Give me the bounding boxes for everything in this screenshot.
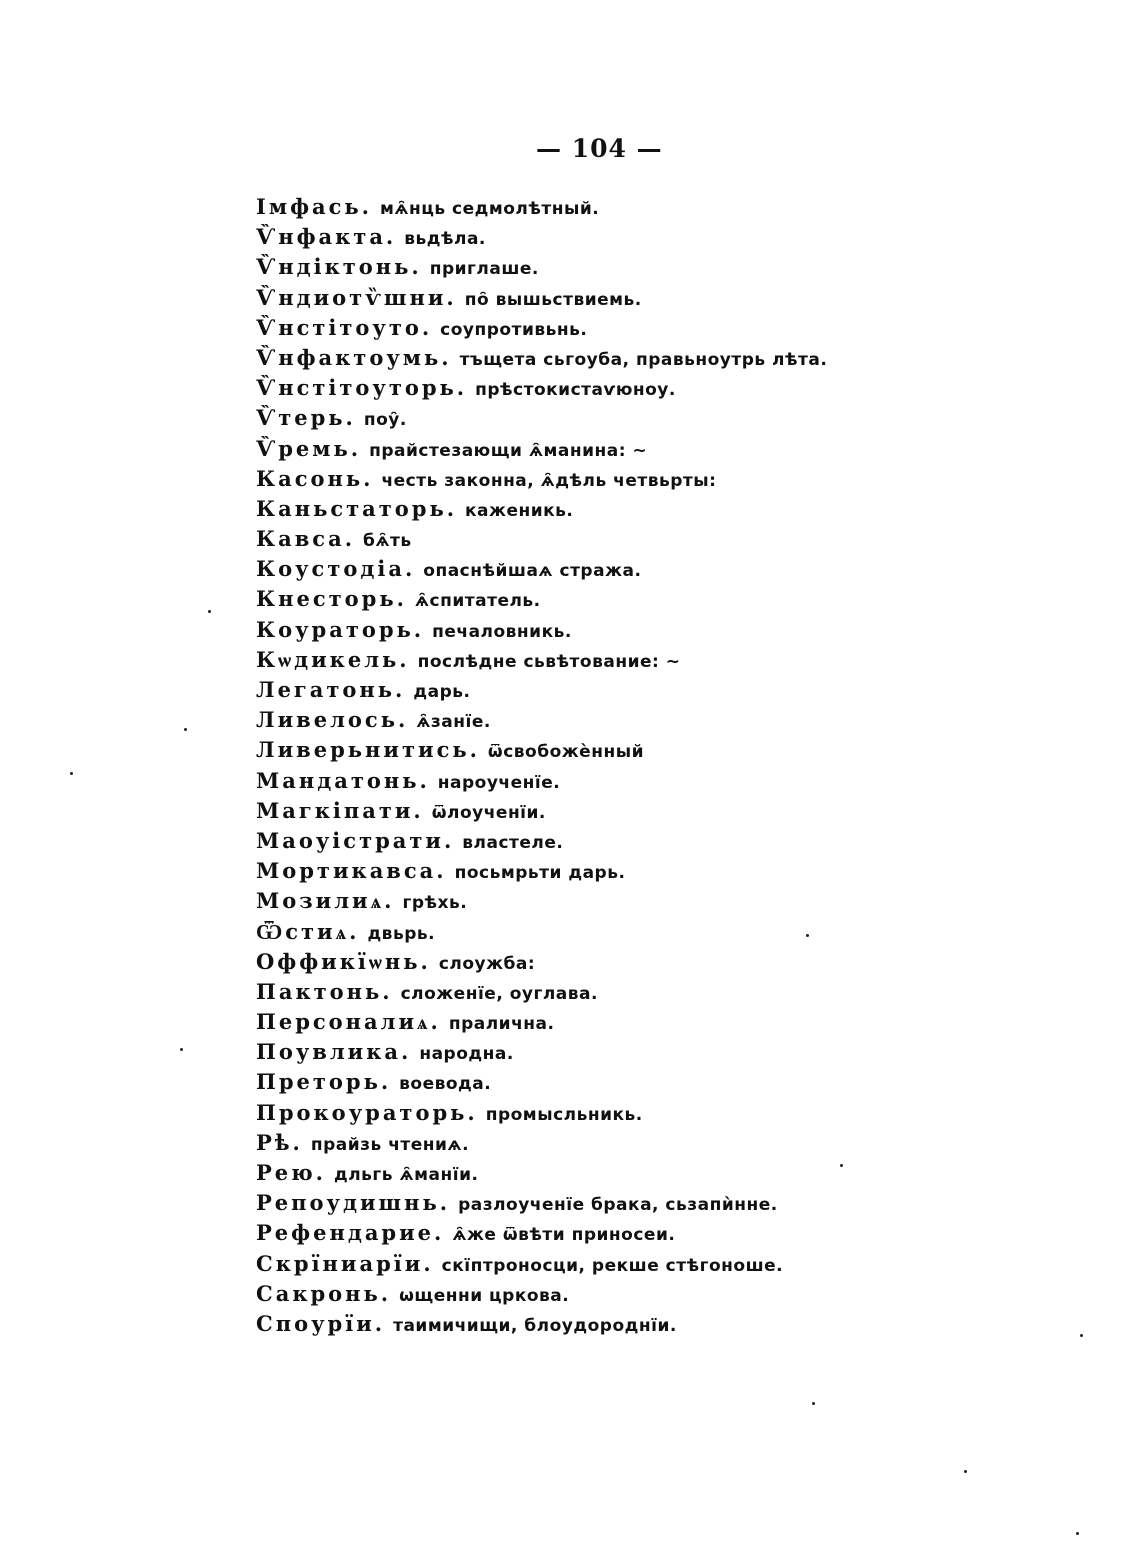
glossary-entry [256,796,896,826]
entry-definition: каженикь. [465,500,574,521]
entry-term: Маоуістрати. [256,827,455,853]
entry-term: Каньстаторь. [256,495,458,521]
entry-definition: таимичищи, блоудороднїи. [393,1315,677,1336]
entry-definition: воевода. [399,1074,492,1095]
glossary-entry [256,947,896,977]
glossary-entry [256,283,896,313]
entry-definition: слоужба: [438,953,536,974]
entry-definition: вьдѣла. [404,229,486,250]
entry-term: Ѷнфактоумь. [256,344,452,370]
entry-definition: печаловникь. [432,621,572,642]
scan-speck [180,1048,183,1051]
glossary-entry [256,675,896,705]
entry-term: Ливелось. [256,707,409,733]
entry-definition: ѧ̑спитатель. [414,591,541,612]
entry-term: Кѡдикель. [256,646,410,672]
glossary-list [256,192,896,1339]
entry-term: Пактонь. [256,978,393,1004]
entry-definition: прѣстокистаѵюноу. [475,380,676,401]
entry-term: Споурїи. [256,1310,386,1336]
glossary-entry [256,886,896,916]
entry-definition: бѧ̑ть [363,531,412,552]
entry-definition: соупротивьнь. [440,319,588,340]
entry-definition: народна. [419,1044,514,1065]
glossary-entry [256,252,896,282]
entry-term: Прокоураторь. [256,1099,478,1125]
glossary-entry [256,1279,896,1309]
entry-definition: прайстезающи ѧ̑манина: ~ [369,440,648,461]
entry-term: Кнесторь. [256,586,407,612]
entry-term: Кавса. [256,526,356,552]
entry-term: Коураторь. [256,616,425,642]
entry-term: Рею. [256,1160,326,1185]
glossary-entry [256,1249,896,1279]
glossary-entry [256,826,896,856]
scan-speck [806,934,809,937]
entry-definition: ѧ̑же ѿвѣти приносеи. [452,1225,676,1246]
glossary-entry [256,403,896,433]
glossary-entry [256,373,896,403]
glossary-entry [256,434,896,464]
glossary-entry [256,645,896,675]
glossary-entry [256,735,896,765]
entry-term: Імфась. [256,194,372,219]
entry-term: Поувлика. [256,1039,412,1065]
scan-speck [208,610,211,613]
entry-definition: поу̑. [363,410,407,431]
entry-term: Ѷнфакта. [256,224,397,250]
entry-term: Ѿстиѧ. [256,918,360,944]
scan-speck [1076,1532,1079,1535]
entry-term: Ѷндиотѷшни. [256,284,457,310]
glossary-entry [256,464,896,494]
glossary-entry [256,856,896,886]
scan-speck [812,1402,815,1405]
scan-speck [840,1164,843,1167]
glossary-entry [256,615,896,645]
glossary-entry [256,192,896,222]
entry-definition: прайзь чтениѧ. [310,1134,470,1155]
entry-term: Преторь. [256,1069,392,1095]
entry-definition: разлоученїе брака, сьзапѝнне. [458,1195,778,1216]
entry-term: Магкіпати. [256,797,424,823]
entry-definition: по̑ вышьствиемь. [464,289,642,310]
entry-definition: двьрь. [367,923,436,944]
glossary-entry [256,705,896,735]
entry-definition: посьмрьти дарь. [454,863,626,884]
entry-term: Скрїниарїи. [256,1250,434,1276]
entry-definition: ѧ̑занїе. [416,712,491,733]
entry-term: Мозилиѧ. [256,888,395,914]
entry-definition: скїптроносци, рекше стѣгоноше. [441,1255,784,1276]
entry-definition: послѣдне сьвѣтование: ~ [417,651,681,672]
glossary-entry [256,766,896,796]
scan-speck [964,1470,967,1473]
entry-definition: ѿлоученїи. [431,802,546,823]
entry-term: Ѷтерь. [256,405,356,431]
entry-term: Ѷнстітоуторь. [256,375,468,401]
entry-term: Репоудишнь. [256,1190,451,1216]
glossary-entry [256,1007,896,1037]
entry-term: Рѣ. [256,1129,303,1155]
glossary-entry [256,1188,896,1218]
entry-definition: ѿсвобожѐнный [487,742,644,763]
entry-definition: дарь. [413,682,471,702]
glossary-entry [256,313,896,343]
entry-definition: приглаше. [429,259,539,280]
entry-definition: опаснѣйшаѧ стража. [423,561,642,582]
scan-speck [1080,1334,1083,1337]
entry-term: Ѷнстітоуто. [256,314,433,340]
entry-term: Мортикавса. [256,858,447,884]
glossary-entry [256,1218,896,1248]
glossary-entry [256,1067,896,1097]
entry-definition: мѧ̑нць седмолѣтный. [379,199,600,219]
glossary-entry [256,1037,896,1067]
entry-term: Коустодіа. [256,556,416,582]
entry-term: Ливерьнитись. [256,737,480,763]
page-number: — 104 — [536,134,663,163]
entry-term: Сакронь. [256,1280,392,1306]
glossary-entry [256,1128,896,1158]
glossary-entry [256,524,896,554]
glossary-entry [256,584,896,614]
glossary-entry [256,1098,896,1128]
entry-term: Персоналиѧ. [256,1009,441,1035]
glossary-entry [256,977,896,1007]
entry-definition: промысльникь. [485,1104,643,1125]
scan-speck [184,728,187,731]
entry-definition: дльгь ѧ̑манїи. [334,1165,479,1185]
entry-definition: тъщета сьгоуба, правьноутрь лѣта. [459,349,828,370]
entry-term: Ѷндіктонь. [256,254,422,280]
glossary-entry [256,343,896,373]
entry-term: Оффикїѡнь. [256,948,431,974]
entry-definition: праличнa. [448,1014,555,1035]
entry-term: Ѷремь. [256,435,362,461]
entry-definition: властеле. [462,832,564,853]
scan-speck [70,772,73,775]
glossary-entry [256,554,896,584]
glossary-entry [256,494,896,524]
glossary-entry [256,1309,896,1339]
entry-definition: сложенїе, оуглава. [400,983,598,1004]
entry-definition: честь законна, ѧ̑дѣль четвьрты: [381,470,717,491]
entry-term: Рефендарие. [256,1220,445,1246]
entry-term: Мандатонь. [256,767,430,793]
glossary-entry [256,222,896,252]
entry-term: Касонь. [256,465,374,491]
glossary-entry [256,1158,896,1188]
entry-term: Легатонь. [256,677,406,702]
entry-definition: ѡщенни цркова. [399,1285,570,1306]
entry-definition: грѣхь. [402,893,468,914]
entry-definition: нароученїе. [437,772,561,793]
glossary-entry [256,917,896,947]
